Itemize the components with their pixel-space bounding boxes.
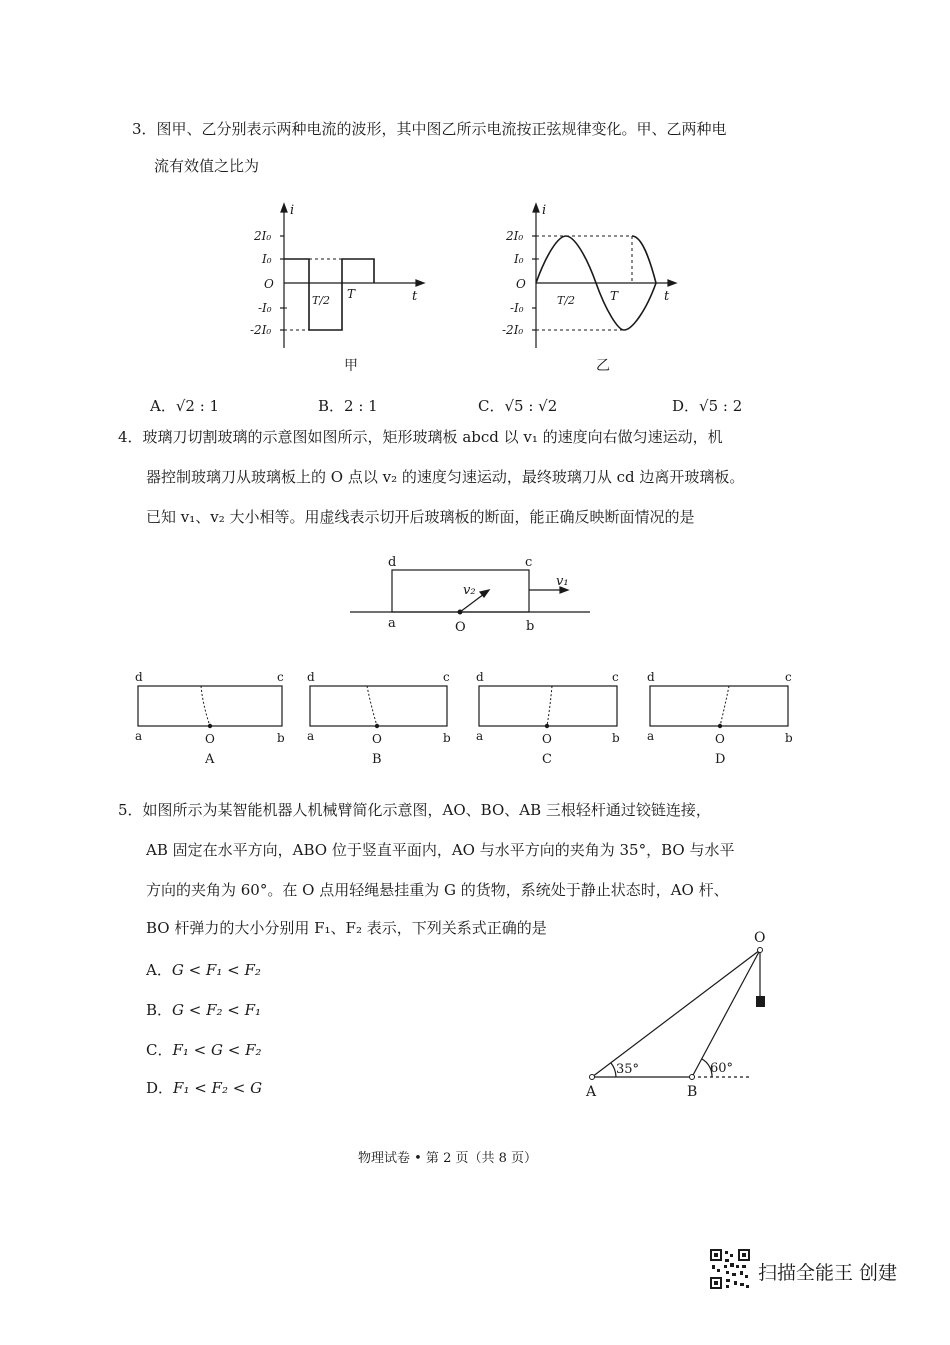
svg-text:a: a (307, 729, 315, 743)
graph-yi-tick-neg-i0: -I₀ (510, 301, 524, 315)
graph-jia-origin: O (264, 277, 274, 291)
q5-rod-bo (692, 950, 760, 1077)
q4-choice-a-letter: A (205, 752, 215, 767)
svg-text:d: d (135, 670, 143, 684)
graph-jia-y-arrow (281, 204, 287, 212)
graph-yi-ylabel: i (542, 203, 547, 218)
svg-text:c: c (785, 670, 792, 684)
q5-label-b: B (687, 1084, 698, 1100)
q4-choice-a[interactable] (133, 668, 288, 768)
q4-choice-d[interactable] (645, 668, 800, 768)
svg-text:b: b (277, 731, 285, 745)
q3-option-c[interactable]: C．√5 : √2 (478, 397, 558, 415)
q5-text-line4: BO 杆弹力的大小分别用 F₁、F₂ 表示，下列关系式正确的是 (146, 919, 547, 937)
svg-text:b: b (443, 731, 451, 745)
q5-hinge-a (590, 1075, 595, 1080)
q5-option-a[interactable]: A．G < F₁ < F₂ (146, 961, 261, 979)
q5-option-d[interactable]: D．F₁ < F₂ < G (146, 1079, 263, 1097)
graph-jia-tick-neg-i0: -I₀ (258, 301, 272, 315)
q4-label-v2: v₂ (463, 583, 476, 598)
q4-choice-d-letter: D (715, 752, 726, 767)
svg-text:d: d (476, 670, 484, 684)
q5-text-line2: AB 固定在水平方向，ABO 位于竖直平面内，AO 与水平方向的夹角为 35°，BO 与水平 (146, 841, 735, 859)
svg-text:c: c (443, 670, 450, 684)
q5-option-b[interactable]: B．G < F₂ < F₁ (146, 1001, 262, 1019)
graph-yi-caption: 乙 (596, 358, 610, 374)
q5-hinge-o (758, 948, 763, 953)
q4-glass-plate (392, 570, 529, 612)
svg-text:a: a (647, 729, 655, 743)
q4-choice-c[interactable] (474, 668, 629, 768)
q4-text-line3: 已知 v₁、v₂ 大小相等。用虚线表示切开后玻璃板的断面，能正确反映断面情况的是 (146, 508, 695, 526)
svg-text:O: O (542, 732, 552, 746)
q4-choice-b[interactable] (305, 668, 460, 768)
q3-text-line1: 3．图甲、乙分别表示两种电流的波形，其中图乙所示电流按正弦规律变化。甲、乙两种电 (132, 120, 727, 138)
q5-hinge-b (690, 1075, 695, 1080)
q5-text-line1: 5．如图所示为某智能机器人机械臂简化示意图，AO、BO、AB 三根轻杆通过铰链连接， (118, 801, 711, 819)
q4-choice-d-cut (720, 686, 729, 726)
q4-text-line2: 器控制玻璃刀从玻璃板上的 O 点以 v₂ 的速度匀速运动，最终玻璃刀从 cd 边离开玻璃板。 (146, 468, 745, 486)
q5-figure (580, 928, 800, 1103)
graph-jia-tick-t: T (347, 287, 356, 301)
graph-yi-xlabel: t (664, 289, 670, 304)
graph-jia-tick-i0: I₀ (262, 252, 272, 266)
svg-text:O: O (715, 732, 725, 746)
q3-option-d[interactable]: D．√5 : 2 (672, 397, 743, 415)
q4-choice-c-letter: C (542, 752, 552, 767)
q5-label-a: A (586, 1084, 597, 1100)
q4-label-c: c (525, 555, 533, 570)
graph-jia (250, 200, 440, 380)
q4-label-d: d (388, 555, 397, 570)
qr-code-icon (710, 1249, 750, 1289)
q5-angle-a: 35° (616, 1062, 640, 1077)
svg-text:c: c (277, 670, 284, 684)
q3-text-line2: 流有效值之比为 (154, 157, 260, 175)
q4-label-v1: v₁ (556, 574, 569, 589)
graph-jia-x-arrow (416, 280, 424, 286)
graph-jia-caption: 甲 (344, 358, 358, 374)
graph-jia-tick-2i0: 2I₀ (254, 229, 272, 243)
q4-label-b: b (526, 619, 535, 634)
svg-text:O: O (205, 732, 215, 746)
svg-text:a: a (476, 729, 484, 743)
q5-rod-ao (592, 950, 760, 1077)
svg-text:c: c (612, 670, 619, 684)
graph-yi-tick-neg-2i0: -2I₀ (502, 323, 524, 337)
graph-yi-x-arrow (668, 280, 676, 286)
q4-choice-a-cut (201, 686, 210, 726)
svg-text:d: d (307, 670, 315, 684)
scanner-stamp-text: 扫描全能王 创建 (758, 1262, 898, 1284)
q5-label-o: O (754, 930, 766, 946)
q4-main-figure (350, 552, 590, 637)
q5-weight (756, 996, 765, 1007)
q5-text-line3: 方向的夹角为 60°。在 O 点用轻绳悬挂重为 G 的货物，系统处于静止状态时，AO 杆、 (146, 881, 729, 899)
graph-yi-tick-t: T (610, 289, 619, 303)
graph-jia-tick-neg-2i0: -2I₀ (250, 323, 272, 337)
page-footer: 物理试卷 • 第 2 页（共 8 页） (358, 1151, 538, 1166)
q4-label-a: a (388, 616, 396, 631)
q4-choice-b-letter: B (372, 752, 382, 767)
graph-yi-tick-2i0: 2I₀ (506, 229, 524, 243)
graph-yi-tick-i0: I₀ (514, 252, 524, 266)
graph-jia-xlabel: t (412, 289, 418, 304)
graph-jia-ylabel: i (290, 203, 295, 218)
svg-text:a: a (135, 729, 143, 743)
svg-text:d: d (647, 670, 655, 684)
graph-yi-tick-half-t: T/2 (557, 294, 576, 307)
q3-option-b[interactable]: B．2 : 1 (318, 397, 378, 415)
q4-text-line1: 4．玻璃刀切割玻璃的示意图如图所示，矩形玻璃板 abcd 以 v₁ 的速度向右做匀速运动，机 (118, 428, 723, 446)
svg-text:b: b (612, 731, 620, 745)
graph-jia-tick-half-t: T/2 (312, 294, 331, 307)
svg-text:O: O (372, 732, 382, 746)
q4-label-o: O (455, 620, 466, 635)
q5-angle-b: 60° (710, 1061, 734, 1076)
graph-yi-origin: O (516, 277, 526, 291)
q4-choice-c-cut (547, 686, 552, 726)
graph-yi (502, 200, 692, 380)
q5-option-c[interactable]: C．F₁ < G < F₂ (146, 1041, 262, 1059)
graph-yi-y-arrow (533, 204, 539, 212)
svg-text:b: b (785, 731, 793, 745)
q4-point-o (458, 610, 463, 615)
q3-option-a[interactable]: A．√2 : 1 (150, 397, 220, 415)
q4-choice-b-cut (367, 686, 377, 726)
